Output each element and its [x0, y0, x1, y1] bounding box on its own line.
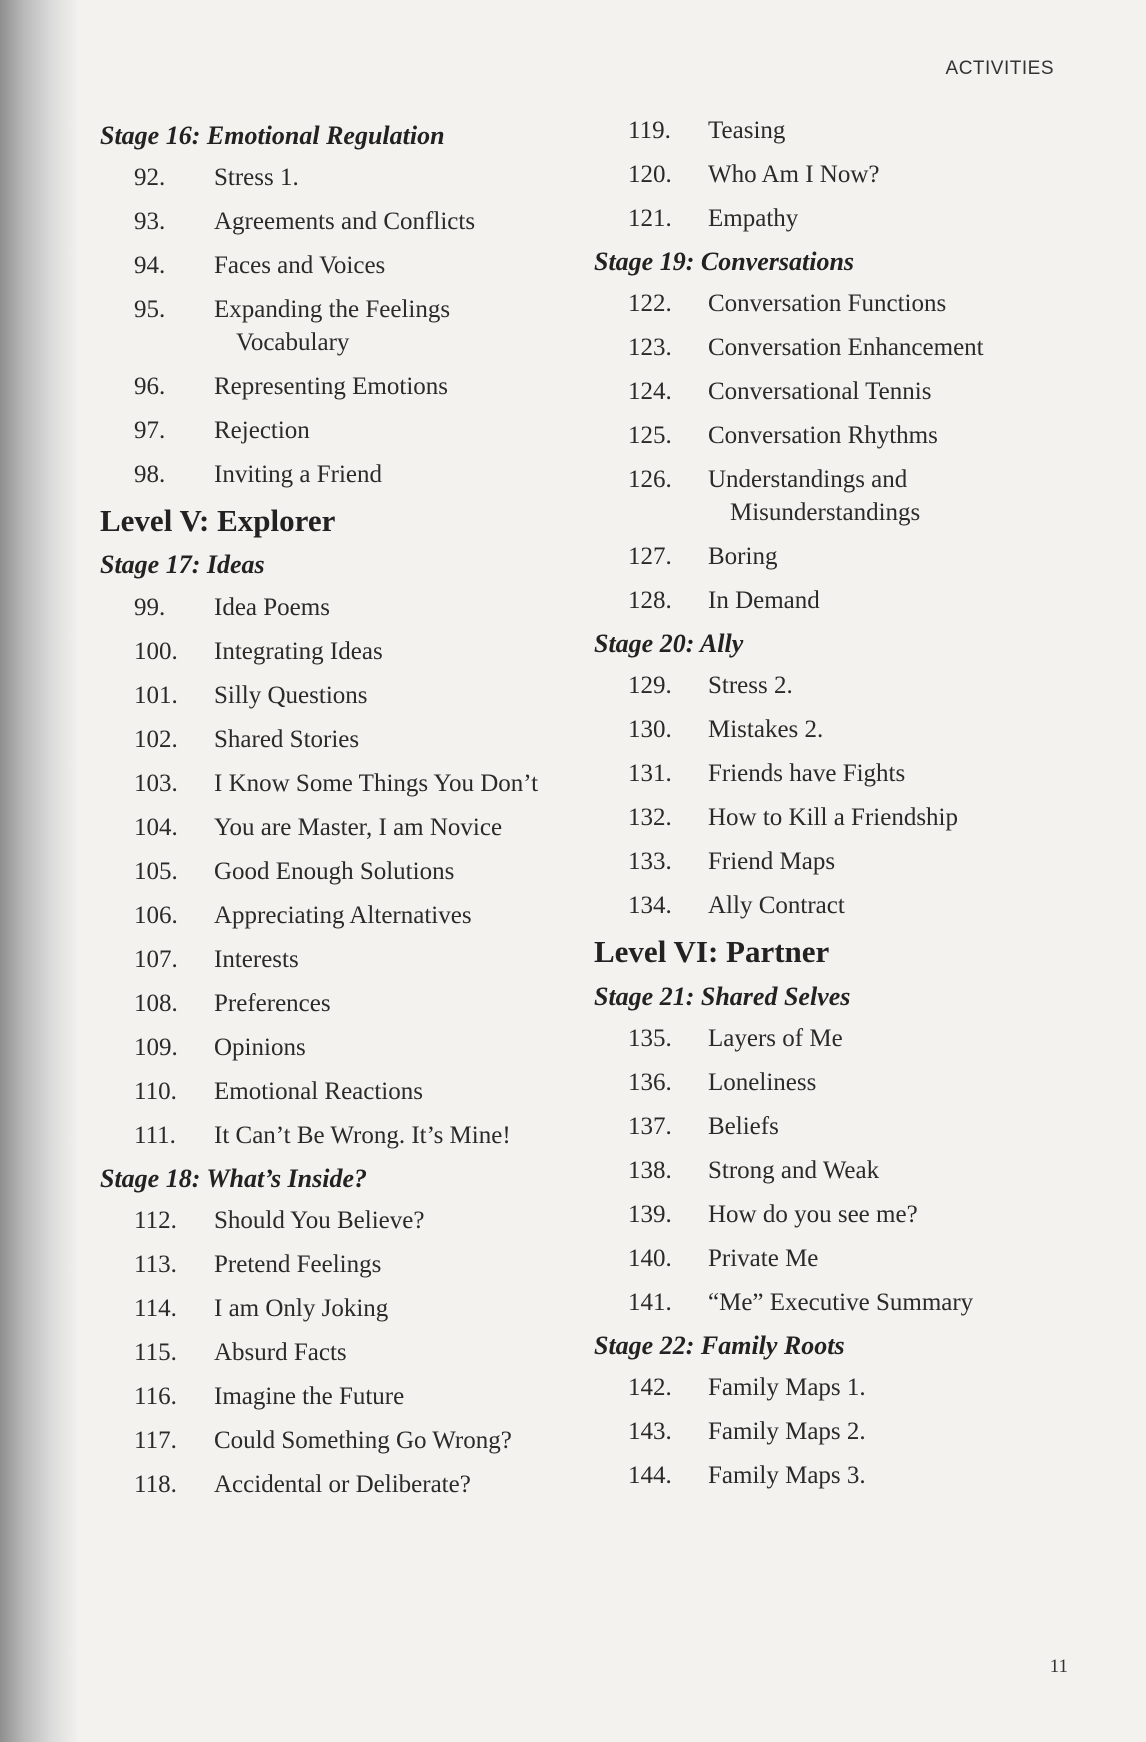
activity-number: 113.	[134, 1250, 177, 1278]
activity-title	[708, 1022, 1064, 1055]
activity-title-line: Opinions	[214, 1033, 306, 1061]
activity-number: 98.	[134, 461, 166, 489]
activity-title	[708, 287, 1064, 320]
activity-title	[708, 1198, 1064, 1231]
activity-item	[594, 889, 1064, 922]
activity-title	[708, 540, 1064, 573]
activity-title-line: Mistakes 2.	[708, 716, 824, 744]
activity-item	[594, 1022, 1064, 1055]
activity-title-line: Emotional Reactions	[214, 1077, 423, 1105]
activity-title-continuation: Misunderstandings	[730, 499, 921, 527]
activity-title-line: Layers of Me	[708, 1024, 843, 1052]
activity-number: 96.	[134, 373, 166, 401]
stage-heading: Stage 22: Family Roots	[594, 1330, 845, 1360]
activity-number: 143.	[628, 1417, 672, 1445]
activity-title-line: Expanding the Feelings	[214, 296, 451, 324]
activity-title	[708, 889, 1064, 922]
activity-item	[594, 584, 1064, 617]
activity-title	[708, 713, 1064, 746]
activity-item	[100, 1075, 600, 1108]
activity-item	[100, 767, 600, 800]
activity-item	[100, 370, 600, 403]
activity-title	[708, 1154, 1064, 1187]
activity-title-line: Ally Contract	[708, 892, 845, 920]
activity-item	[100, 899, 600, 932]
activity-number: 100.	[134, 637, 178, 665]
activity-item	[100, 943, 600, 976]
activity-title	[708, 158, 1064, 191]
activity-title	[214, 1424, 600, 1457]
activity-item	[100, 293, 600, 359]
activity-number: 138.	[628, 1156, 672, 1184]
stage-heading: Stage 17: Ideas	[100, 550, 265, 580]
activity-title	[708, 1286, 1064, 1319]
activity-title-line: Accidental or Deliberate?	[214, 1470, 471, 1498]
activity-item	[100, 1204, 600, 1237]
activity-item	[594, 331, 1064, 364]
activity-title	[214, 1336, 600, 1369]
activity-title	[708, 1066, 1064, 1099]
activity-item	[100, 1380, 600, 1413]
activity-title-line: Stress 1.	[214, 164, 299, 192]
activity-item	[100, 1292, 600, 1325]
activity-title	[214, 987, 600, 1020]
stage-heading: Stage 21: Shared Selves	[594, 981, 851, 1011]
activity-title	[214, 855, 600, 888]
activity-number: 106.	[134, 901, 178, 929]
activity-item	[594, 287, 1064, 320]
activity-title-line: Representing Emotions	[214, 373, 448, 401]
activity-title	[214, 370, 600, 403]
activity-number: 139.	[628, 1200, 672, 1228]
left-column	[100, 114, 600, 1512]
stage-heading: Stage 16: Emotional Regulation	[100, 121, 445, 150]
activity-number: 114.	[134, 1294, 177, 1322]
activity-title	[214, 249, 600, 282]
level-heading: Level VI: Partner	[594, 934, 830, 970]
activity-item	[100, 161, 600, 194]
activity-title-line: Friend Maps	[708, 848, 836, 876]
level-heading: Level V: Explorer	[100, 503, 336, 539]
activity-item	[100, 1119, 600, 1152]
activity-item	[100, 811, 600, 844]
right-column	[594, 114, 1064, 1503]
activity-title	[708, 114, 1064, 147]
activity-item	[100, 1468, 600, 1501]
activity-item	[594, 1198, 1064, 1231]
activity-item	[594, 713, 1064, 746]
activity-title-line: Who Am I Now?	[708, 161, 880, 188]
activity-title-line: Strong and Weak	[708, 1156, 880, 1184]
activity-item	[594, 1154, 1064, 1187]
activity-number: 141.	[628, 1288, 672, 1316]
activity-title	[214, 635, 600, 668]
activity-title-line: Good Enough Solutions	[214, 857, 455, 885]
activity-number: 102.	[134, 725, 178, 753]
activity-title-line: Absurd Facts	[214, 1338, 347, 1366]
activity-number: 122.	[628, 290, 672, 318]
activity-number: 117.	[134, 1426, 177, 1454]
activity-number: 94.	[134, 252, 166, 280]
activity-item	[594, 1110, 1064, 1143]
activity-title	[708, 669, 1064, 702]
activity-title-line: Friends have Fights	[708, 760, 906, 788]
activity-title-line: Appreciating Alternatives	[214, 901, 472, 929]
activity-item	[594, 1066, 1064, 1099]
activity-title-line: You are Master, I am Novice	[214, 813, 503, 841]
activity-number: 105.	[134, 857, 178, 885]
activity-title	[214, 293, 600, 359]
activity-title-line: Faces and Voices	[214, 252, 386, 280]
activity-item	[594, 540, 1064, 573]
activity-title	[708, 1459, 1064, 1492]
activity-title	[214, 1204, 600, 1237]
activity-title	[708, 1415, 1064, 1448]
activity-item	[594, 801, 1064, 834]
activity-item	[594, 419, 1064, 452]
activity-number: 133.	[628, 848, 672, 876]
activity-title-line: Rejection	[214, 417, 310, 445]
activity-number: 95.	[134, 296, 166, 324]
activity-item	[594, 669, 1064, 702]
stage-heading: Stage 19: Conversations	[594, 247, 855, 276]
activity-item	[100, 1248, 600, 1281]
stage-heading: Stage 20: Ally	[594, 629, 744, 659]
activity-title-line: Interests	[214, 945, 299, 973]
page-number: 11	[1049, 1656, 1068, 1677]
activity-number: 101.	[134, 681, 178, 709]
activity-title-line: Conversational Tennis	[708, 378, 932, 406]
activity-number: 121.	[628, 205, 672, 232]
activity-item	[100, 414, 600, 447]
activity-title	[214, 1119, 600, 1152]
activity-title	[214, 723, 600, 756]
activity-item	[594, 1459, 1064, 1492]
activity-title	[708, 584, 1064, 617]
activity-number: 119.	[628, 117, 671, 144]
activity-title	[708, 463, 1064, 529]
activity-number: 140.	[628, 1244, 672, 1272]
activity-number: 110.	[134, 1077, 177, 1105]
activity-title	[708, 1110, 1064, 1143]
activity-number: 129.	[628, 672, 672, 700]
activity-number: 127.	[628, 543, 672, 571]
activity-title	[214, 161, 600, 194]
activity-title-line: How to Kill a Friendship	[708, 804, 958, 832]
activity-title	[708, 419, 1064, 452]
activity-number: 93.	[134, 208, 166, 236]
activity-item	[594, 1371, 1064, 1404]
activity-title-line: Family Maps 1.	[708, 1373, 866, 1401]
activity-title	[214, 1248, 600, 1281]
activity-title-line: Shared Stories	[214, 725, 360, 753]
activity-title	[708, 375, 1064, 408]
activity-title	[708, 202, 1064, 235]
activity-item	[100, 855, 600, 888]
binding-shadow	[0, 0, 80, 1742]
activity-title	[214, 899, 600, 932]
activity-title	[708, 801, 1064, 834]
activity-title-line: How do you see me?	[708, 1200, 918, 1228]
activity-number: 125.	[628, 422, 672, 450]
activity-number: 115.	[134, 1338, 177, 1366]
activity-item	[594, 158, 1064, 191]
activity-title	[708, 1371, 1064, 1404]
activity-item	[100, 205, 600, 238]
activity-item	[100, 723, 600, 756]
activity-title	[708, 757, 1064, 790]
activity-number: 136.	[628, 1068, 672, 1096]
activity-number: 108.	[134, 989, 178, 1017]
activity-title	[214, 1292, 600, 1325]
activity-item	[100, 1336, 600, 1369]
stage-heading: Stage 18: What’s Inside?	[100, 1163, 368, 1193]
activity-number: 124.	[628, 378, 672, 406]
activity-title-line: Family Maps 2.	[708, 1417, 866, 1445]
activity-number: 111.	[134, 1121, 176, 1149]
activity-title-line: “Me” Executive Summary	[708, 1288, 974, 1316]
activity-title-line: Family Maps 3.	[708, 1461, 866, 1489]
activity-title-line: Empathy	[708, 205, 799, 232]
activity-item	[594, 463, 1064, 529]
activity-number: 123.	[628, 334, 672, 362]
activity-title	[214, 1031, 600, 1064]
activity-title-line: It Can’t Be Wrong. It’s Mine!	[214, 1121, 511, 1149]
activity-title-line: Teasing	[708, 117, 786, 144]
activity-item	[100, 635, 600, 668]
activity-title	[214, 811, 600, 844]
activity-number: 112.	[134, 1206, 177, 1234]
activity-number: 104.	[134, 813, 178, 841]
running-head: ACTIVITIES	[945, 58, 1054, 79]
activity-item	[594, 1242, 1064, 1275]
activity-number: 142.	[628, 1373, 672, 1401]
activity-title-line: Agreements and Conflicts	[214, 208, 476, 236]
activity-number: 120.	[628, 161, 672, 188]
activity-number: 132.	[628, 804, 672, 832]
activity-number: 109.	[134, 1033, 178, 1061]
activity-item	[594, 1286, 1064, 1319]
activity-item	[594, 114, 1064, 147]
activity-title-continuation: Vocabulary	[236, 329, 350, 357]
activity-number: 92.	[134, 164, 166, 192]
activity-number: 107.	[134, 945, 178, 973]
activity-item	[594, 1415, 1064, 1448]
activity-title	[214, 1380, 600, 1413]
activity-title-line: Beliefs	[708, 1112, 779, 1140]
activity-title-line: Conversation Functions	[708, 290, 947, 318]
activity-item	[594, 375, 1064, 408]
activity-item	[100, 987, 600, 1020]
activity-title	[708, 1242, 1064, 1275]
activity-item	[100, 458, 600, 491]
activity-title-line: Conversation Enhancement	[708, 334, 984, 362]
activity-title	[214, 767, 600, 800]
activity-title-line: Pretend Feelings	[214, 1250, 382, 1278]
activity-title-line: In Demand	[708, 587, 820, 615]
activity-number: 144.	[628, 1461, 672, 1489]
activity-title	[214, 943, 600, 976]
activity-number: 131.	[628, 760, 672, 788]
activity-title	[214, 1075, 600, 1108]
activity-title	[214, 205, 600, 238]
activity-item	[594, 845, 1064, 878]
activity-title	[214, 1468, 600, 1501]
activity-title-line: Loneliness	[708, 1068, 817, 1096]
activity-title	[214, 458, 600, 491]
activity-title-line: Conversation Rhythms	[708, 422, 938, 450]
activity-title-line: Integrating Ideas	[214, 637, 383, 665]
activity-number: 137.	[628, 1112, 672, 1140]
activity-number: 126.	[628, 466, 672, 494]
activity-item	[100, 249, 600, 282]
activity-number: 103.	[134, 769, 178, 797]
activity-number: 97.	[134, 417, 166, 445]
activity-item	[100, 591, 600, 624]
activity-item	[594, 757, 1064, 790]
activity-title-line: Understandings and	[708, 466, 908, 494]
activity-title-line: Private Me	[708, 1244, 819, 1272]
activity-number: 99.	[134, 593, 166, 621]
activity-title-line: Silly Questions	[214, 681, 368, 709]
activity-item	[100, 1031, 600, 1064]
activity-number: 135.	[628, 1024, 672, 1052]
activity-title-line: Preferences	[214, 989, 331, 1017]
activity-title	[214, 591, 600, 624]
activity-item	[100, 679, 600, 712]
activity-number: 130.	[628, 716, 672, 744]
activity-title-line: Should You Believe?	[214, 1206, 425, 1234]
activity-title-line: I am Only Joking	[214, 1294, 389, 1322]
activity-number: 134.	[628, 892, 672, 920]
activity-title	[214, 414, 600, 447]
activity-title-line: Could Something Go Wrong?	[214, 1426, 512, 1454]
activity-title	[708, 331, 1064, 364]
activity-title-line: Imagine the Future	[214, 1382, 405, 1410]
activity-title-line: Stress 2.	[708, 672, 793, 700]
activity-title-line: Idea Poems	[214, 593, 330, 621]
activity-title	[214, 679, 600, 712]
activity-title	[708, 845, 1064, 878]
activity-title-line: I Know Some Things You Don’t	[214, 769, 539, 797]
activity-number: 116.	[134, 1382, 177, 1410]
activity-item	[594, 202, 1064, 235]
activity-item	[100, 1424, 600, 1457]
activity-number: 118.	[134, 1470, 177, 1498]
activity-title-line: Inviting a Friend	[214, 461, 383, 489]
activity-number: 128.	[628, 587, 672, 615]
activity-title-line: Boring	[708, 543, 778, 571]
